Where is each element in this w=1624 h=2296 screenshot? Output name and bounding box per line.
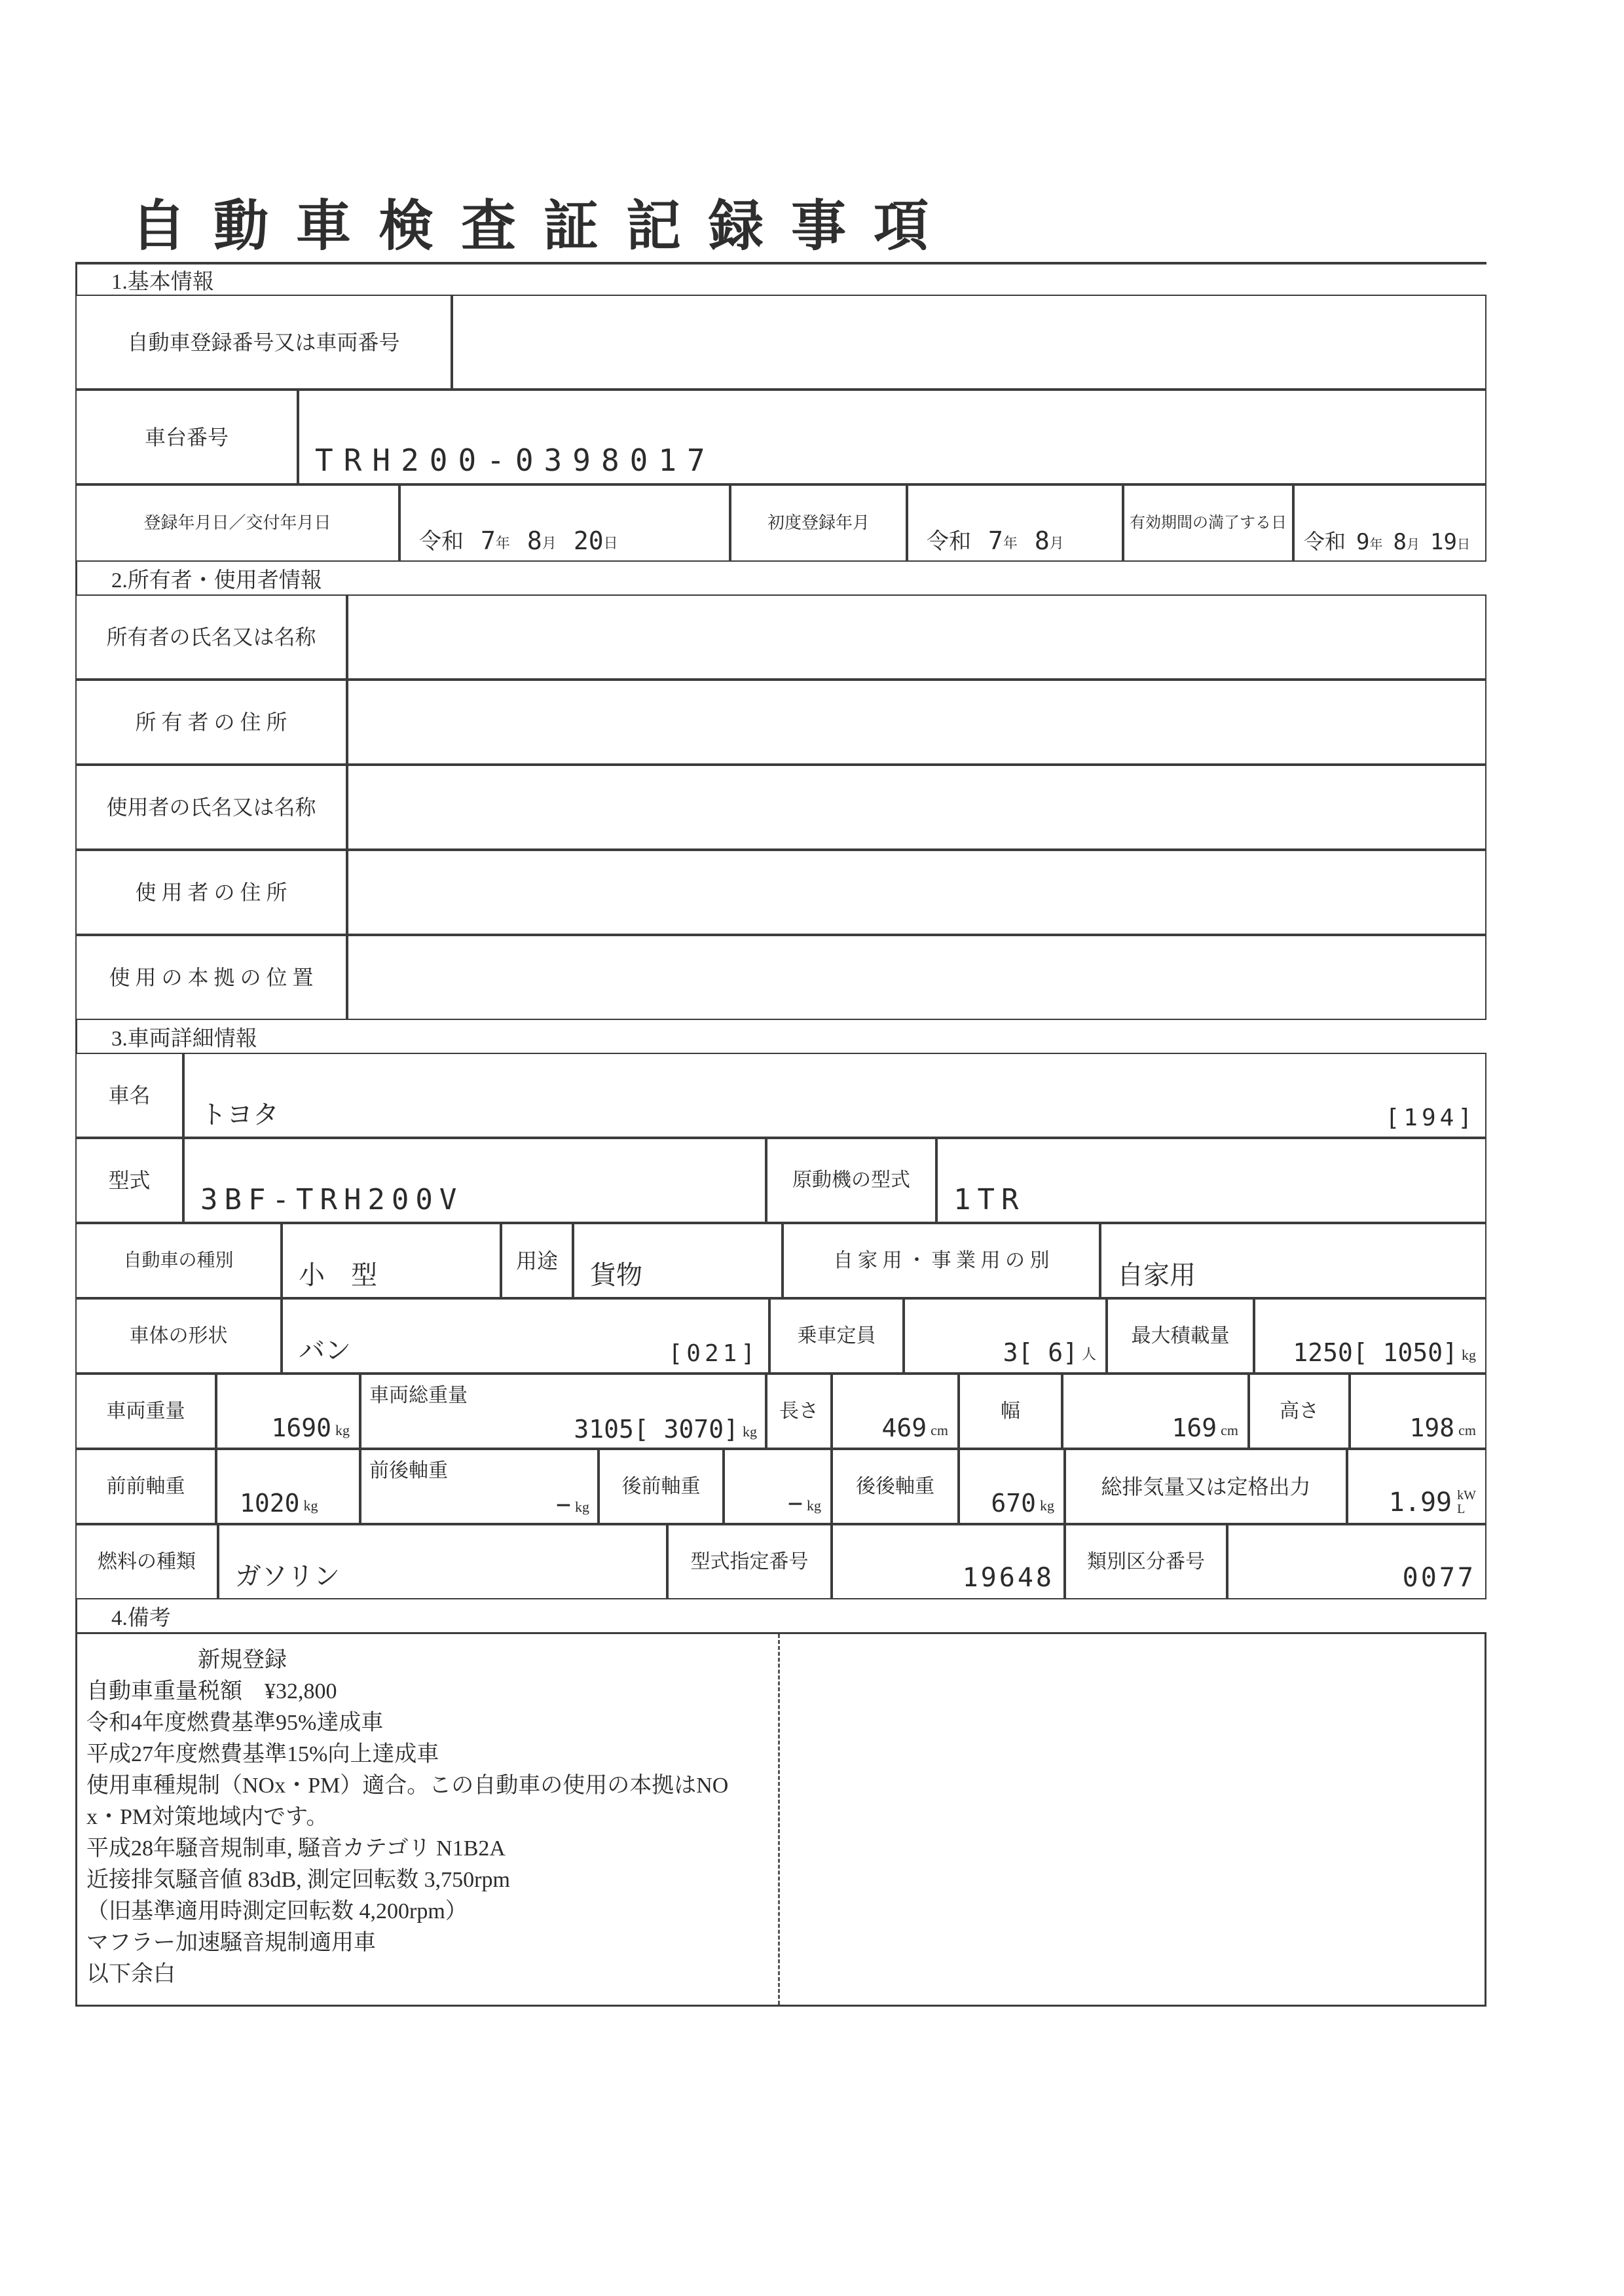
page-title: 自動車検査証記録事項 — [131, 196, 957, 257]
body-shape-code: [021] — [668, 1340, 759, 1367]
max-load-value: 1250[ 1050] — [1293, 1338, 1458, 1367]
gross-weight-value — [574, 1415, 765, 1448]
width-label: 幅 — [959, 1374, 1062, 1449]
expiry-date-year: 9 — [1356, 529, 1370, 555]
remarks-line: 以下余白 — [86, 1962, 175, 1986]
year-unit: 年 — [495, 535, 510, 551]
axle-rear-rear-value: 670 — [991, 1489, 1036, 1518]
first-registration-value — [907, 484, 1123, 562]
model-label: 型式 — [75, 1138, 183, 1223]
axle-rear-front-value: − — [788, 1489, 803, 1518]
user-name-value — [347, 765, 1486, 850]
category-label: 自動車の種別 — [75, 1223, 282, 1298]
height-value: 198 — [1409, 1413, 1455, 1442]
car-name-code: [194] — [1385, 1104, 1476, 1131]
cm-unit: cm — [931, 1422, 948, 1438]
use-label: 用途 — [501, 1223, 573, 1298]
chassis-number-value: TRH200-0398017 — [298, 390, 1486, 484]
remarks-box — [75, 1632, 1486, 2007]
model-value: 3BF-TRH200V — [183, 1138, 766, 1223]
owner-address-label: 所 有 者 の 住 所 — [75, 680, 347, 765]
max-load-value-cell — [1254, 1298, 1486, 1374]
fuel-type-value: ガソリン — [218, 1524, 667, 1599]
remarks-line: 平成28年騒音規制車, 騒音カテゴリ N1B2A — [86, 1836, 506, 1861]
inspection-form — [75, 262, 1486, 2007]
expiry-date-value — [1293, 484, 1486, 562]
section-heading-vehicle: 3.車両詳細情報 — [75, 1020, 1486, 1053]
length-value-cell — [832, 1374, 959, 1449]
base-location-label: 使 用 の 本 拠 の 位 置 — [75, 935, 347, 1020]
kg-unit: kg — [807, 1497, 821, 1514]
day-unit: 日 — [1456, 538, 1470, 552]
expiry-date-month: 8 — [1393, 529, 1407, 555]
remarks-line: 近接排気騒音値 83dB, 測定回転数 3,750rpm — [86, 1868, 510, 1892]
type-approval-label: 型式指定番号 — [667, 1524, 832, 1599]
month-unit: 月 — [1406, 538, 1420, 552]
remarks-line: x・PM対策地域内です。 — [86, 1805, 329, 1829]
registration-date-value — [399, 484, 730, 562]
day-unit: 日 — [603, 535, 618, 551]
kg-unit: kg — [1462, 1347, 1476, 1363]
expiry-date-era: 令和 — [1304, 530, 1346, 553]
year-unit: 年 — [1003, 535, 1018, 551]
expiry-date-label: 有効期間の満了する日 — [1123, 484, 1293, 562]
riding-capacity-label: 乗車定員 — [769, 1298, 904, 1374]
first-registration-month: 8 — [1034, 526, 1050, 555]
length-value: 469 — [881, 1413, 927, 1442]
registration-number-label: 自動車登録番号又は車両番号 — [75, 295, 452, 390]
displacement-label: 総排気量又は定格出力 — [1065, 1449, 1347, 1524]
width-value-cell — [1062, 1374, 1249, 1449]
remarks-line: マフラー加速騒音規制適用車 — [86, 1931, 376, 1955]
remarks-line: （旧基準適用時測定回転数 4,200rpm） — [86, 1899, 468, 1923]
kg-unit: kg — [1040, 1497, 1054, 1514]
private-business-value: 自家用 — [1100, 1223, 1486, 1298]
remarks-divider-line — [778, 1634, 780, 2005]
car-name-value: トヨタ — [200, 1100, 279, 1129]
liter-unit: L — [1457, 1502, 1466, 1516]
axle-front-rear-label: 前後軸重 — [369, 1460, 448, 1482]
vehicle-weight-label: 車両重量 — [75, 1374, 216, 1449]
axle-front-rear-value — [556, 1490, 597, 1523]
body-shape-value-cell — [282, 1298, 769, 1374]
axle-rear-rear-value-cell — [959, 1449, 1065, 1524]
kw-liter-unit — [1452, 1489, 1476, 1518]
user-address-label: 使 用 者 の 住 所 — [75, 850, 347, 935]
cm-unit: cm — [1221, 1422, 1238, 1438]
registration-date-era: 令和 — [419, 530, 464, 554]
remarks-line: 新規登録 — [86, 1648, 287, 1672]
year-unit: 年 — [1369, 538, 1383, 552]
height-label: 高さ — [1249, 1374, 1350, 1449]
max-load-label: 最大積載量 — [1107, 1298, 1254, 1374]
riding-capacity-value: 3[ 6] — [1003, 1338, 1078, 1367]
gross-weight-number: 3105[ 3070] — [574, 1415, 739, 1444]
chassis-number-label: 車台番号 — [75, 390, 298, 484]
cm-unit: cm — [1458, 1422, 1476, 1438]
person-unit: 人 — [1081, 1346, 1096, 1362]
car-name-value-cell — [183, 1053, 1486, 1138]
car-name-label: 車名 — [75, 1053, 183, 1138]
remarks-line: 自動車重量税額 ¥32,800 — [86, 1679, 337, 1704]
axle-front-rear-number: − — [556, 1490, 571, 1519]
use-value: 貨物 — [573, 1223, 783, 1298]
axle-front-front-value-cell — [216, 1449, 360, 1524]
registration-date-label: 登録年月日／交付年月日 — [75, 484, 399, 562]
axle-rear-front-value-cell — [724, 1449, 832, 1524]
registration-date-month: 8 — [526, 526, 542, 555]
displacement-value-cell — [1347, 1449, 1486, 1524]
month-unit: 月 — [542, 535, 557, 551]
kg-unit: kg — [335, 1422, 350, 1438]
section-heading-owner: 2.所有者・使用者情報 — [75, 562, 1486, 594]
registration-number-value — [452, 295, 1486, 390]
private-business-label: 自 家 用 ・ 事 業 用 の 別 — [783, 1223, 1100, 1298]
first-registration-year: 7 — [988, 526, 1003, 555]
owner-name-label: 所有者の氏名又は名称 — [75, 594, 347, 680]
width-value: 169 — [1172, 1413, 1217, 1442]
kg-unit: kg — [575, 1499, 589, 1515]
kg-unit: kg — [303, 1497, 318, 1514]
class-code-label: 類別区分番号 — [1065, 1524, 1227, 1599]
kw-unit: kW — [1457, 1488, 1476, 1503]
axle-front-rear-cell — [360, 1449, 599, 1524]
gross-weight-label: 車両総重量 — [369, 1385, 468, 1406]
user-name-label: 使用者の氏名又は名称 — [75, 765, 347, 850]
registration-date-year: 7 — [481, 526, 496, 555]
registration-date-day: 20 — [573, 526, 604, 555]
user-address-value — [347, 850, 1486, 935]
first-registration-era: 令和 — [927, 530, 971, 554]
remarks-line: 令和4年度燃費基準95%達成車 — [86, 1711, 384, 1735]
gross-weight-cell — [360, 1374, 766, 1449]
body-shape-label: 車体の形状 — [75, 1298, 282, 1374]
engine-model-value: 1TR — [936, 1138, 1486, 1223]
owner-address-value — [347, 680, 1486, 765]
remarks-text — [86, 1645, 767, 1990]
base-location-value — [347, 935, 1486, 1020]
kg-unit: kg — [743, 1423, 757, 1440]
axle-rear-front-label: 後前軸重 — [599, 1449, 724, 1524]
riding-capacity-value-cell — [904, 1298, 1107, 1374]
vehicle-weight-value: 1690 — [271, 1413, 331, 1442]
length-label: 長さ — [766, 1374, 832, 1449]
axle-rear-rear-label: 後後軸重 — [832, 1449, 959, 1524]
remarks-line: 使用車種規制（NOx・PM）適合。この自動車の使用の本拠はNO — [86, 1774, 729, 1798]
category-value: 小 型 — [282, 1223, 501, 1298]
remarks-line: 平成27年度燃費基準15%向上達成車 — [86, 1742, 439, 1766]
body-shape-value: バン — [299, 1336, 351, 1365]
engine-model-label: 原動機の型式 — [766, 1138, 936, 1223]
fuel-type-label: 燃料の種類 — [75, 1524, 218, 1599]
owner-name-value — [347, 594, 1486, 680]
height-value-cell — [1350, 1374, 1486, 1449]
expiry-date-day: 19 — [1430, 529, 1457, 555]
vehicle-weight-value-cell — [216, 1374, 360, 1449]
axle-front-front-label: 前前軸重 — [75, 1449, 216, 1524]
axle-front-front-value: 1020 — [240, 1489, 300, 1518]
class-code-value: 0077 — [1227, 1524, 1486, 1599]
first-registration-label: 初度登録年月 — [730, 484, 907, 562]
section-heading-basic: 1.基本情報 — [75, 262, 1486, 295]
section-heading-remarks: 4.備考 — [75, 1599, 1486, 1632]
displacement-value: 1.99 — [1388, 1487, 1452, 1518]
month-unit: 月 — [1049, 535, 1064, 551]
type-approval-value: 19648 — [832, 1524, 1065, 1599]
